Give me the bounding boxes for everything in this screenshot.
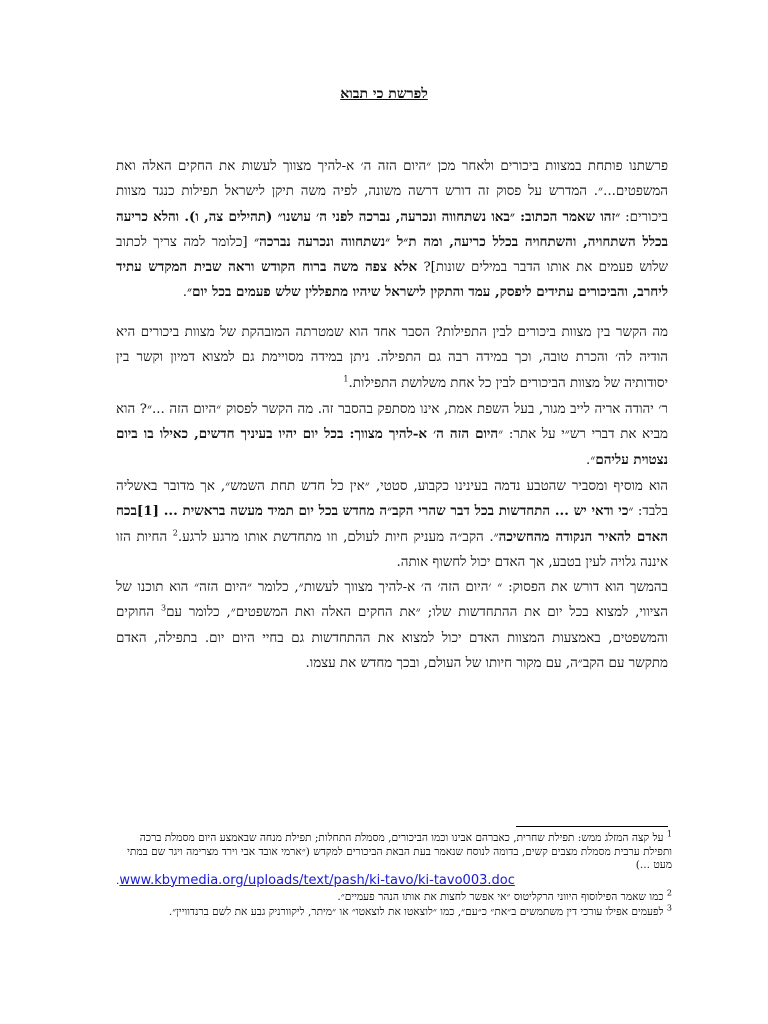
footnote-2-text: כמו שאמר הפילוסוף היווני הרקליטוס ״אי אפשר לחצות את אותו הנהר פעמיים״. xyxy=(337,890,667,903)
paragraph-4-text-a: הוא מוסיף ומסביר שהטבע נדמה בעינינו כקבוע, סטטי, ״אין כל חדש תחת השמש״, אך מדובר באשליה בלבד: ״ xyxy=(116,479,668,520)
paragraph-4 xyxy=(116,474,668,575)
footnote-ref-2[interactable]: 2 xyxy=(172,528,178,538)
paragraph-3 xyxy=(116,397,668,473)
paragraph-2-text: מה הקשר בין מצוות ביכורים לבין התפילות? הסבר אחד הוא שמטרתה המובהקת של מצוות ביכורים היא הודיה לה׳ והכרת טובה, וכך במידה רבה גם התפילה. ניתן במידה מסויימת גם למצוא דמיון וקשר בין יסודותיה של מצוות הביכורים לבין כל אחת משלושת התפילות. xyxy=(116,325,668,391)
footnotes xyxy=(116,829,672,922)
footnote-separator xyxy=(516,826,668,827)
footnote-1-end: . xyxy=(116,874,120,887)
paragraph-3-text-b: ״. xyxy=(586,452,596,468)
paragraph-5 xyxy=(116,575,668,676)
footnote-3-number: 3 xyxy=(666,903,672,913)
footnote-3 xyxy=(116,903,672,920)
footnote-1-link-line xyxy=(116,873,672,889)
page-title: לפרשת כי תבוא xyxy=(340,86,428,102)
footnote-1-number: 1 xyxy=(666,829,672,839)
footnote-ref-1[interactable]: 1 xyxy=(343,374,349,384)
paragraph-4-text-c: החיות הזו איננה גלויה לעין בטבע, אך האדם יכול לחשוף אותה. xyxy=(116,529,668,570)
footnote-1-text: על קצה המזלג ממש: תפילת שחרית, כאברהם אבינו וכמו הביכורים, מסמלת התחלות; תפילת מנחה שבאמצע היום מסמלת ברכה ותפילת ערבית מסמלת מצבים קשים, בדומה לנוסח שנאמר בעת הבאת הביכורים למקדש (״ארמי אובד אבי וירד מצרימה ויגר שם במתי מעט ...) xyxy=(127,832,672,872)
footnote-2 xyxy=(116,888,672,905)
paragraph-2 xyxy=(116,320,668,396)
paragraph-5-text-a: בהמשך הוא דורש את הפסוק: ״ ׳היום הזה׳ ה׳ א-להיך מצווך לעשות״, כלומר ״היום הזה״ הוא תוכנו של הציווי, למצוא בכל יום את ההתחדשות שלו; ״את החקים האלה ואת המשפטים״, כלומר עם xyxy=(116,580,669,621)
footnote-1 xyxy=(116,829,672,889)
paragraph-1-text-a: פרשתנו פותחת במצוות ביכורים ולאחר מכן ״היום הזה ה׳ א-להיך מצווך לעשות את החקים האלה ואת המשפטים...״. המדרש על פסוק זה דורש דרשה משונה, לפיה משה תיקן לישראל תפילות כנגד מצוות ביכורים: xyxy=(116,159,668,225)
paragraph-3-bold: היום הזה ה׳ א-להיך מצווך: בכל יום יהיו בעיניך חדשים, כאילו בו ביום נצטוית עליהם xyxy=(116,426,668,468)
paragraph-5-text-b: החוקים והמשפטים, באמצעות המצוות האדם יכול למצוא את ההתחדשות גם בחיי היום יום. בתפילה, האדם מתקשר עם הקב״ה, עם מקור חיותו של העולם, ובכך מחדש את עצמו. xyxy=(116,605,668,671)
paragraph-1-bold-a: ״זהו שאמר הכתוב: ״באו נשתחווה ונכרעה, נברכה לפני ה׳ עושנו״ (תהילים צה, ו). והלא כריעה בכלל השתחויה, והשתחויה בכלל כריעה, ומה ת״ל ״נשתחווה ונכרעה נברכה״ xyxy=(116,208,668,250)
paragraph-1-text-b: [כלומר למה צריך לכתוב שלוש פעמים את אותו הדבר במילים שונות]? xyxy=(116,234,668,276)
footnote-2-number: 2 xyxy=(666,888,672,898)
paragraph-4-bold: כי ודאי יש ... התחדשות בכל דבר שהרי הקב״ה מחדש בכל יום תמיד מעשה בראשית ... [1]בכח האדם להאיר הנקודה מהחשיכה xyxy=(116,503,668,545)
paragraph-3-text-a: ר׳ יהודה אריה לייב מגור, בעל השפת אמת, אינו מסתפק בהסבר זה. מה הקשר לפסוק ״היום הזה ...״? הוא מביא את דברי רש״י על אתר: ״ xyxy=(116,402,668,443)
paragraph-1-text-c: . xyxy=(182,285,188,301)
footnote-3-text: לפעמים אפילו עורכי דין משתמשים ב״את״ כ״עם״, כמו ״לוצאטו את לוצאטו״ או ״מיתר, ליקוורניק גבע את לשם ברנדוויין״. xyxy=(168,906,667,919)
footnote-ref-3[interactable]: 3 xyxy=(160,603,167,613)
paragraph-1-bold-b: אלא צפה משה ברוח הקודש וראה שבית המקדש עתיד ליחרב, והביכורים עתידים ליפסק, עמד והתקין לישראל שיהיו מתפללין שלש פעמים בכל יום״ xyxy=(116,259,668,301)
paragraph-4-text-b: ״. הקב״ה מעניק חיות לעולם, וזו מתחדשת אותו מרגע לרגע. xyxy=(177,529,499,545)
footnote-1-link[interactable]: www.kbymedia.org/uploads/text/pash/ki-tavo/ki-tavo003.doc xyxy=(119,872,515,888)
paragraph-1 xyxy=(116,154,668,306)
